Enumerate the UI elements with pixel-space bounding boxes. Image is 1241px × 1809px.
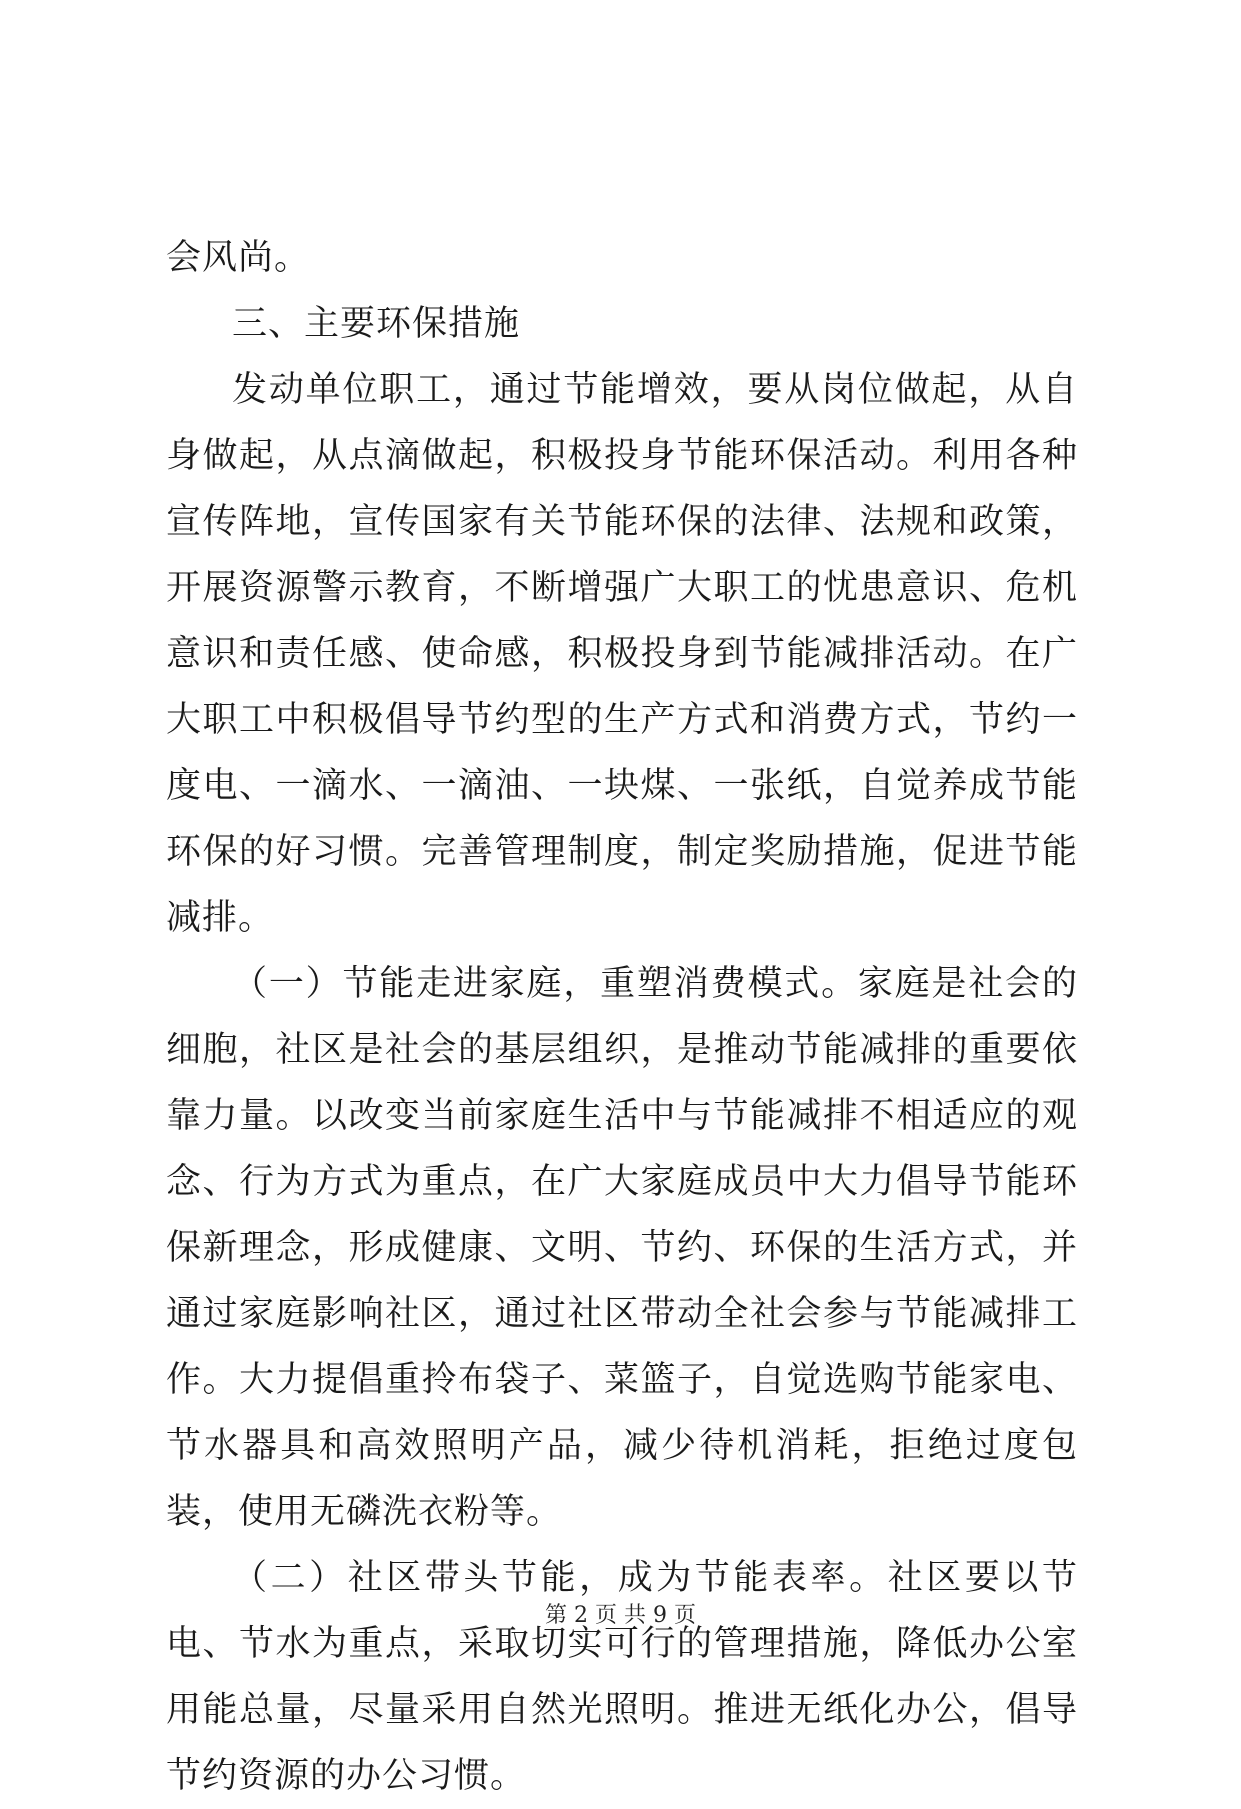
paragraph-continuation: 会风尚。: [166, 238, 311, 278]
section-heading: 三、主要环保措施: [232, 304, 521, 344]
page-footer: 第 2 页 共 9 页: [545, 1603, 696, 1628]
document-body: [166, 225, 1078, 1809]
paragraph-item-2: （二）社区带头节能，成为节能表率。社区要以节电、节水为重点，采取切实可行的管理措施，降低办公室用能总量，尽量采用自然光照明。推进无纸化办公，倡导节约资源的办公习惯。: [166, 1558, 1078, 1796]
paragraph-measures: 发动单位职工，通过节能增效，要从岗位做起，从自身做起，从点滴做起，积极投身节能环保活动。利用各种宣传阵地，宣传国家有关节能环保的法律、法规和政策，开展资源警示教育，不断增强广大职工的忧患意识、危机意识和责任感、使命感，积极投身到节能减排活动。在广大职工中积极倡导节约型的生产方式和消费方式，节约一度电、一滴水、一滴油、一块煤、一张纸，自觉养成节能环保的好习惯。完善管理制度，制定奖励措施，促进节能减排。: [166, 370, 1078, 938]
paragraph-item-1: （一）节能走进家庭，重塑消费模式。家庭是社会的细胞，社区是社会的基层组织，是推动节能减排的重要依靠力量。以改变当前家庭生活中与节能减排不相适应的观念、行为方式为重点，在广大家庭成员中大力倡导节能环保新理念，形成健康、文明、节约、环保的生活方式，并通过家庭影响社区，通过社区带动全社会参与节能减排工作。大力提倡重拎布袋子、菜篮子，自觉选购节能家电、节水器具和高效照明产品，减少待机消耗，拒绝过度包装，使用无磷洗衣粉等。: [166, 964, 1078, 1532]
